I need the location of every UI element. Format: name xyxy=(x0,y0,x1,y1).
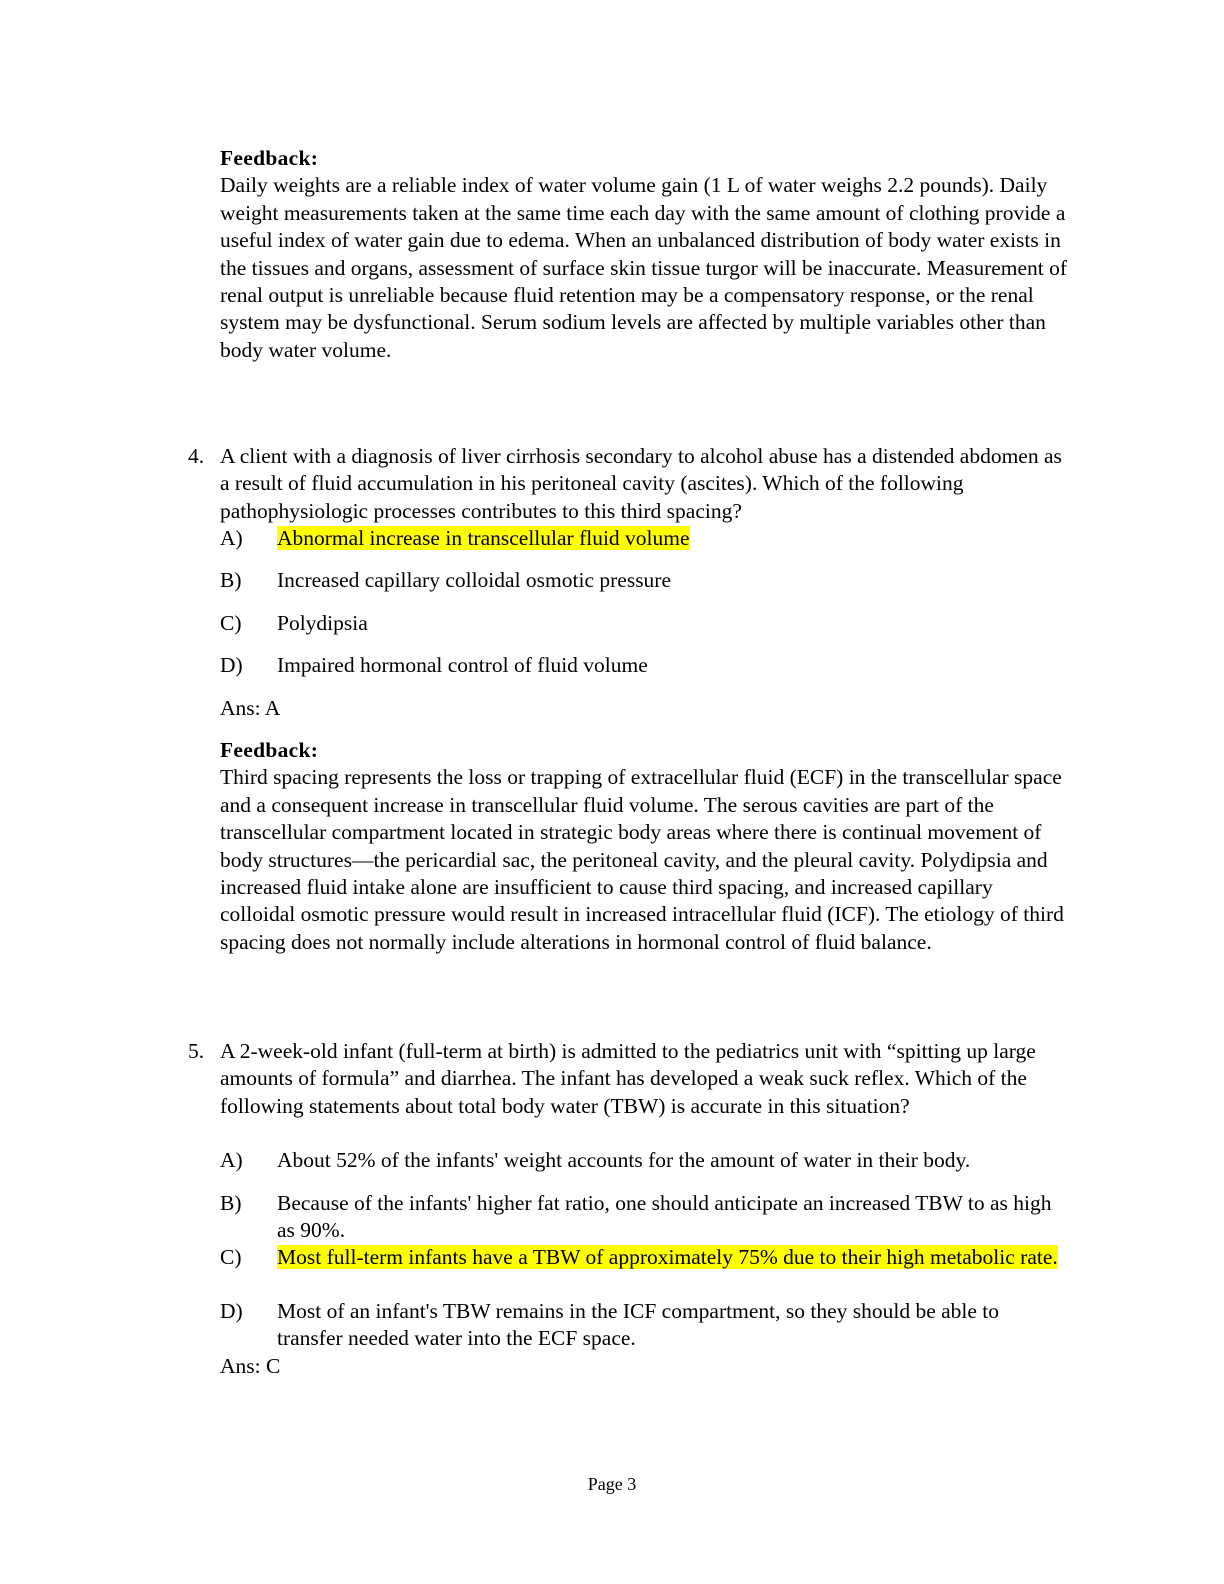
option-letter: C) xyxy=(220,1245,242,1269)
question-stem: A 2-week-old infant (full-term at birth) is admitted to the pediatrics unit with “spitting up large amounts of formula” and diarrhea. The infant has developed a weak suck reflex. Which of the following statements about total body water (TBW) is accurate in this situation? xyxy=(220,1039,1036,1118)
feedback-section-q4 xyxy=(220,737,1070,956)
option-letter: D) xyxy=(220,653,243,677)
feedback-section-q3 xyxy=(220,145,1070,364)
option-letter: A) xyxy=(220,1148,243,1172)
option-text: Polydipsia xyxy=(277,611,368,635)
option-letter: A) xyxy=(220,526,243,550)
question-number: 4. xyxy=(188,444,205,468)
feedback-heading: Feedback: xyxy=(220,146,319,170)
feedback-text: Third spacing represents the loss or trapping of extracellular fluid (ECF) in the transcellular space and a consequent increase in transcellular fluid volume. The serous cavities are part of the transcellular compartment located in strategic body areas where there is continual movement of body structures—the pericardial sac, the peritoneal cavity, and the pleural cavity. Polydipsia and increased fluid intake alone are insufficient to cause third spacing, and increased capillary colloidal osmotic pressure would result in increased intracellular fluid (ICF). The etiology of third spacing does not normally include alterations in hormonal control of fluid balance. xyxy=(220,765,1064,954)
option-text: About 52% of the infants' weight accounts for the amount of water in their body. xyxy=(277,1148,971,1172)
option-letter: B) xyxy=(220,1191,242,1215)
option-text-highlighted: Abnormal increase in transcellular fluid volume xyxy=(277,526,690,550)
option-text: Because of the infants' higher fat ratio, one should anticipate an increased TBW to as high as 90%. xyxy=(277,1191,1052,1243)
feedback-text: Daily weights are a reliable index of water volume gain (1 L of water weighs 2.2 pounds). Daily weight measurements taken at the same time each day with the same amount of clothing provide a useful index of water gain due to edema. When an unbalanced distribution of body water exists in the tissues and organs, assessment of surface skin tissue turgor will be inaccurate. Measurement of renal output is unreliable because fluid retention may be a compensatory response, or the renal system may be dysfunctional. Serum sodium levels are affected by multiple variables other than body water volume. xyxy=(220,173,1068,362)
option-text: Most of an infant's TBW remains in the ICF compartment, so they should be able to transfer needed water into the ECF space. xyxy=(277,1299,1000,1351)
feedback-heading: Feedback: xyxy=(220,738,319,762)
option-text: Impaired hormonal control of fluid volume xyxy=(277,653,648,677)
option-letter: D) xyxy=(220,1299,243,1323)
q5-answer: Ans: C xyxy=(220,1354,281,1378)
page-number: Page 3 xyxy=(587,1474,637,1494)
q4-answer: Ans: A xyxy=(220,696,281,720)
option-text-highlighted: Most full-term infants have a TBW of approximately 75% due to their high metabolic rate. xyxy=(277,1245,1058,1269)
question-number: 5. xyxy=(188,1039,205,1063)
option-letter: B) xyxy=(220,568,242,592)
option-letter: C) xyxy=(220,611,242,635)
question-stem: A client with a diagnosis of liver cirrhosis secondary to alcohol abuse has a distended abdomen as a result of fluid accumulation in his peritoneal cavity (ascites). Which of the following pathophysiologic processes contributes to this third spacing? xyxy=(220,444,1062,523)
option-text: Increased capillary colloidal osmotic pressure xyxy=(277,568,672,592)
